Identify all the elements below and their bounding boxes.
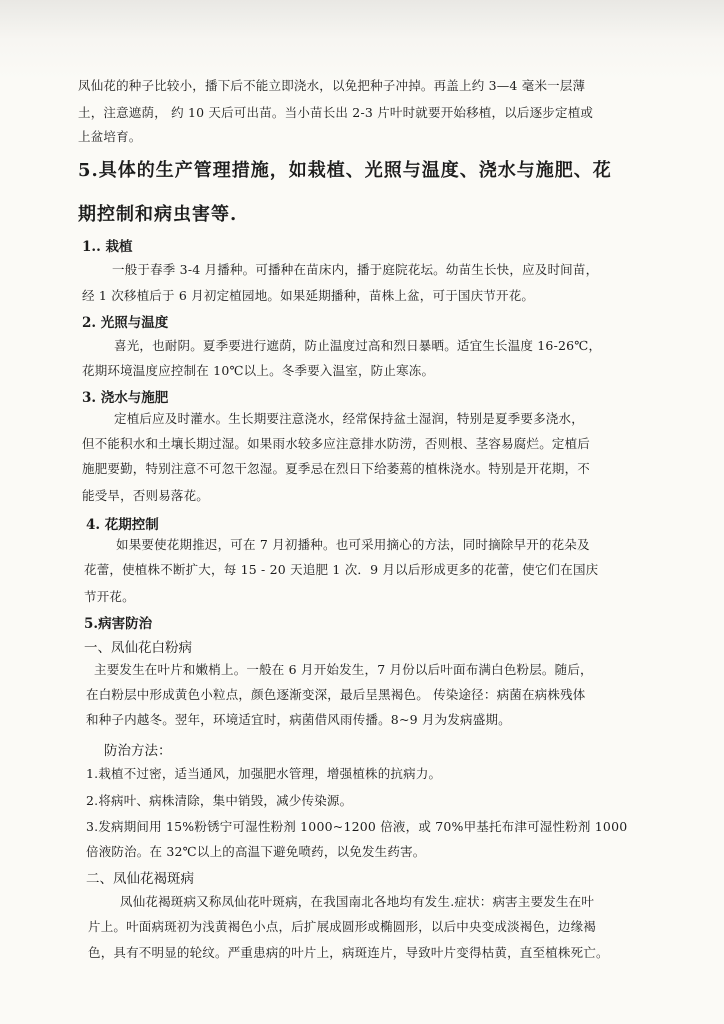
subsection-title-planting: 1.. 栽植 <box>82 239 133 255</box>
subsection-title-light: 2. 光照与温度 <box>82 315 169 331</box>
paragraph-line: 和种子内越冬。翌年，环境适宜时，病菌借风雨传播。8~9 月为发病盛期。 <box>86 712 511 727</box>
subsection-title-watering: 3. 浇水与施肥 <box>82 390 169 406</box>
method-item: 倍液防治。在 32℃以上的高温下避免喷药，以免发生药害。 <box>86 844 426 859</box>
paragraph-line: 节开花。 <box>84 589 135 604</box>
method-item: 2.将病叶、病株清除，集中销毁，减少传染源。 <box>86 793 353 808</box>
paragraph-line: 主要发生在叶片和嫩梢上。一般在 6 月开始发生，7 月份以后叶面布满白色粉层。随后， <box>94 662 593 677</box>
paragraph-line: 片上。叶面病斑初为浅黄褐色小点，后扩展成圆形或椭圆形，以后中央变成淡褐色，边缘褐 <box>88 919 597 934</box>
paragraph-line: 但不能积水和土壤长期过湿。如果雨水较多应注意排水防涝，否则根、茎容易腐烂。定植后 <box>82 436 591 451</box>
disease-title-leaf-spot: 二、凤仙花褐斑病 <box>86 871 194 887</box>
paragraph-line: 在白粉层中形成黄色小粒点，颜色逐渐变深，最后呈黑褐色。 传染途径：病菌在病株残体 <box>86 687 586 702</box>
intro-line: 凤仙花的种子比较小，播下后不能立即浇水，以免把种子冲掉。再盖上约 3—4 毫米一层薄 <box>78 78 586 93</box>
paragraph-line: 一般于春季 3-4 月播种。可播种在苗床内，播于庭院花坛。幼苗生长快，应及时间苗， <box>112 262 599 277</box>
disease-title-powdery-mildew: 一、凤仙花白粉病 <box>84 640 192 656</box>
paragraph-line: 色，具有不明显的轮纹。严重患病的叶片上，病斑连片，导致叶片变得枯黄，直至植株死亡。 <box>88 945 609 960</box>
control-methods-title: 防治方法： <box>104 743 172 759</box>
paragraph-line: 如果要使花期推迟，可在 7 月初播种。也可采用摘心的方法，同时摘除早开的花朵及 <box>116 537 590 552</box>
intro-line: 上盆培育。 <box>78 129 142 144</box>
method-item: 1.栽植不过密，适当通风，加强肥水管理，增强植株的抗病力。 <box>86 766 442 781</box>
paragraph-line: 花期环境温度应控制在 10℃以上。冬季要入温室，防止寒冻。 <box>82 363 435 378</box>
paragraph-line: 能受旱，否则易落花。 <box>82 488 210 503</box>
section-heading: 5.具体的生产管理措施，如栽植、光照与温度、浇水与施肥、花 <box>78 160 612 181</box>
paragraph-line: 花蕾，使植株不断扩大，每 15 - 20 天追肥 1 次．9 月以后形成更多的花蕾，使它们在国庆 <box>84 562 599 577</box>
intro-line: 土，注意遮荫， 约 10 天后可出苗。当小苗长出 2-3 片叶时就要开始移植，以后逐步定植或 <box>78 105 594 120</box>
section-heading: 期控制和病虫害等. <box>78 204 238 225</box>
paragraph-line: 施肥要勤，特别注意不可忽干忽湿。夏季忌在烈日下给萎蔫的植株浇水。特别是开花期，不 <box>82 461 591 476</box>
paragraph-line: 定植后应及时灌水。生长期要注意浇水，经常保持盆土湿润，特别是夏季要多浇水， <box>114 411 584 426</box>
subsection-title-flowering: 4. 花期控制 <box>86 517 159 533</box>
subsection-title-disease: 5.病害防治 <box>84 616 153 632</box>
paragraph-line: 喜光，也耐阴。夏季要进行遮荫，防止温度过高和烈日暴晒。适宜生长温度 16-26℃， <box>114 338 602 353</box>
paragraph-line: 经 1 次移植后于 6 月初定植园地。如果延期播种，苗株上盆，可于国庆节开花。 <box>82 288 535 303</box>
method-item: 3.发病期间用 15%粉锈宁可湿性粉剂 1000~1200 倍液，或 70%甲基托布津可湿性粉剂 1000 <box>86 819 628 834</box>
paragraph-line: 凤仙花褐斑病又称凤仙花叶斑病，在我国南北各地均有发生.症状：病害主要发生在叶 <box>120 894 595 909</box>
